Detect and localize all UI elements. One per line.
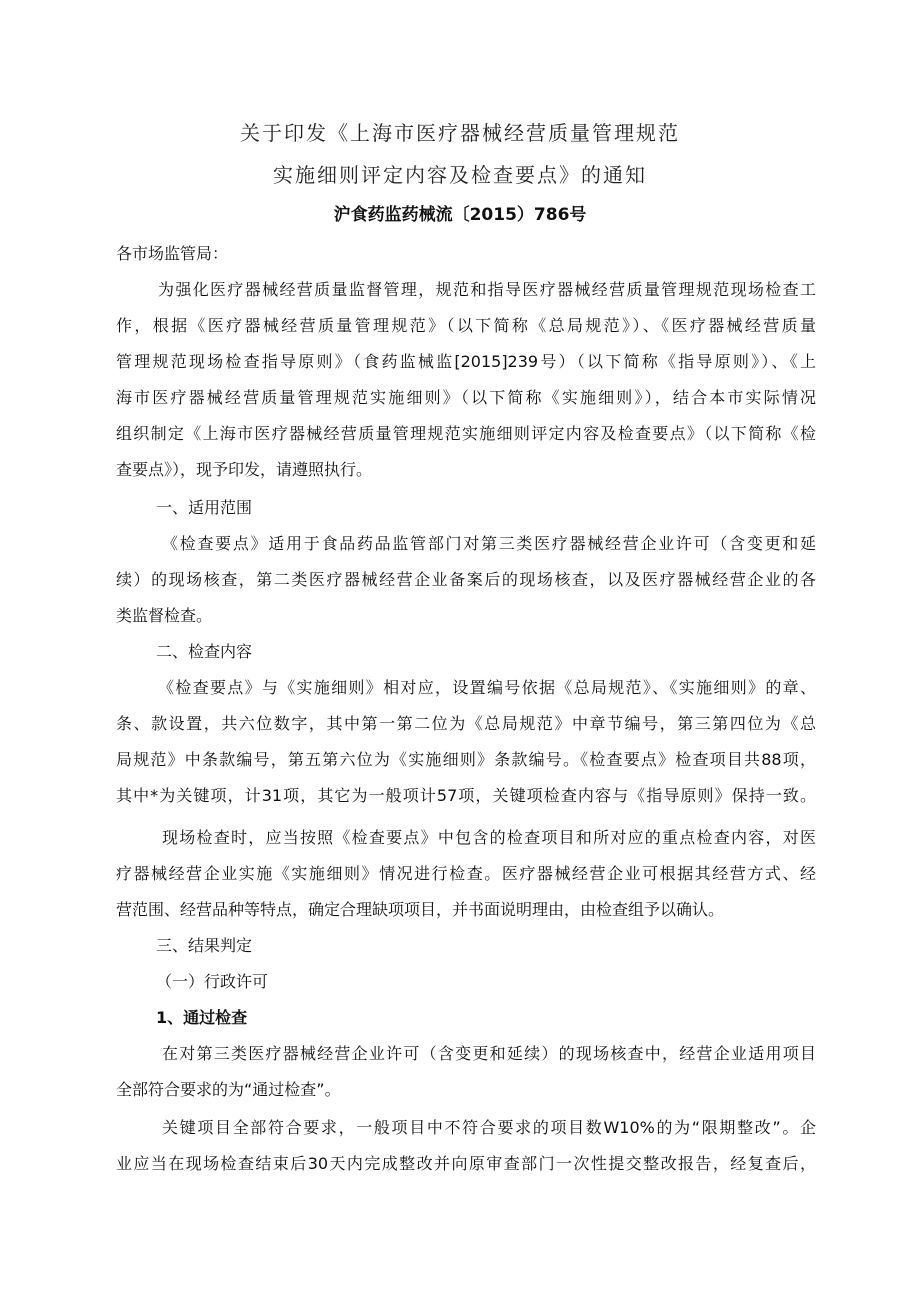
intro-line: 组织制定《上海市医疗器械经营质量管理规范实施细则评定内容及检查要点》（以下简称《检 xyxy=(116,424,816,443)
intro-line: 查要点》），现予印发，请遵照执行。 xyxy=(116,460,373,479)
item-heading-pass: 1、通过检查 xyxy=(156,1008,248,1027)
section2-para2-line: 疗器械经营企业实施《实施细则》情况进行检查。医疗器械经营企业可根据其经营方式、经 xyxy=(116,864,816,883)
section2-line: 条、款设置，共六位数字，其中第一第二位为《总局规范》中章节编号，第三第四位为《总 xyxy=(116,714,816,733)
item1-line: 在对第三类医疗器械经营企业许可（含变更和延续）的现场核查中，经营企业适用项目 xyxy=(162,1044,816,1063)
section-heading-scope: 一、适用范围 xyxy=(156,498,253,517)
document-number: 沪食药监药械流〔2015）786号 xyxy=(333,205,587,225)
intro-line: 作，根据《医疗器械经营质量管理规范》（以下简称《总局规范》）、《医疗器械经营质量 xyxy=(116,316,816,335)
section1-line: 《检查要点》适用于食品药品监管部门对第三类医疗器械经营企业许可（含变更和延 xyxy=(162,534,816,553)
intro-line: 为强化医疗器械经营质量监督管理，规范和指导医疗器械经营质量管理规范现场检查工 xyxy=(158,280,816,299)
salutation: 各市场监管局： xyxy=(116,244,229,263)
section-heading-content: 二、检查内容 xyxy=(156,642,253,661)
section2-para2-line: 营范围、经营品种等特点，确定合理缺项项目，并书面说明理由，由检查组予以确认。 xyxy=(116,900,725,919)
section1-line: 续）的现场核查，第二类医疗器械经营企业备案后的现场核查，以及医疗器械经营企业的各 xyxy=(116,570,816,589)
section1-line: 类监督检查。 xyxy=(116,606,213,625)
item1-line: 全部符合要求的为“通过检查”。 xyxy=(116,1080,341,1099)
section2-line: 其中*为关键项，计31项，其它为一般项计57项，关键项检查内容与《指导原则》保持一致。 xyxy=(116,786,816,805)
section2-para2-line: 现场检查时，应当按照《检查要点》中包含的检查项目和所对应的重点检查内容，对医 xyxy=(162,828,816,847)
intro-line: 海市医疗器械经营质量管理规范实施细则》（以下简称《实施细则》），结合本市实际情况 xyxy=(116,388,816,407)
subsection-heading-admin-permit: （一）行政许可 xyxy=(156,972,269,991)
section2-line: 局规范》中条款编号，第五第六位为《实施细则》条款编号。《检查要点》检查项目共88项， xyxy=(116,750,816,769)
section2-line: 《检查要点》与《实施细则》相对应，设置编号依据《总局规范》、《实施细则》的章、 xyxy=(158,678,816,697)
document-title-line-1: 关于印发《上海市医疗器械经营质量管理规范 xyxy=(240,121,680,145)
item1-para2-line: 业应当在现场检查结束后30天内完成整改并向原审查部门一次性提交整改报告，经复查后， xyxy=(116,1154,816,1173)
section-heading-result: 三、结果判定 xyxy=(156,936,253,955)
intro-line: 管理规范现场检查指导原则》（食药监械监[2015]239号）（以下简称《指导原则》）、《上 xyxy=(116,352,816,371)
item1-para2-line: 关键项目全部符合要求，一般项目中不符合要求的项目数W10%的为“限期整改”。企 xyxy=(162,1118,816,1137)
document-title-line-2: 实施细则评定内容及检查要点》的通知 xyxy=(273,163,647,187)
